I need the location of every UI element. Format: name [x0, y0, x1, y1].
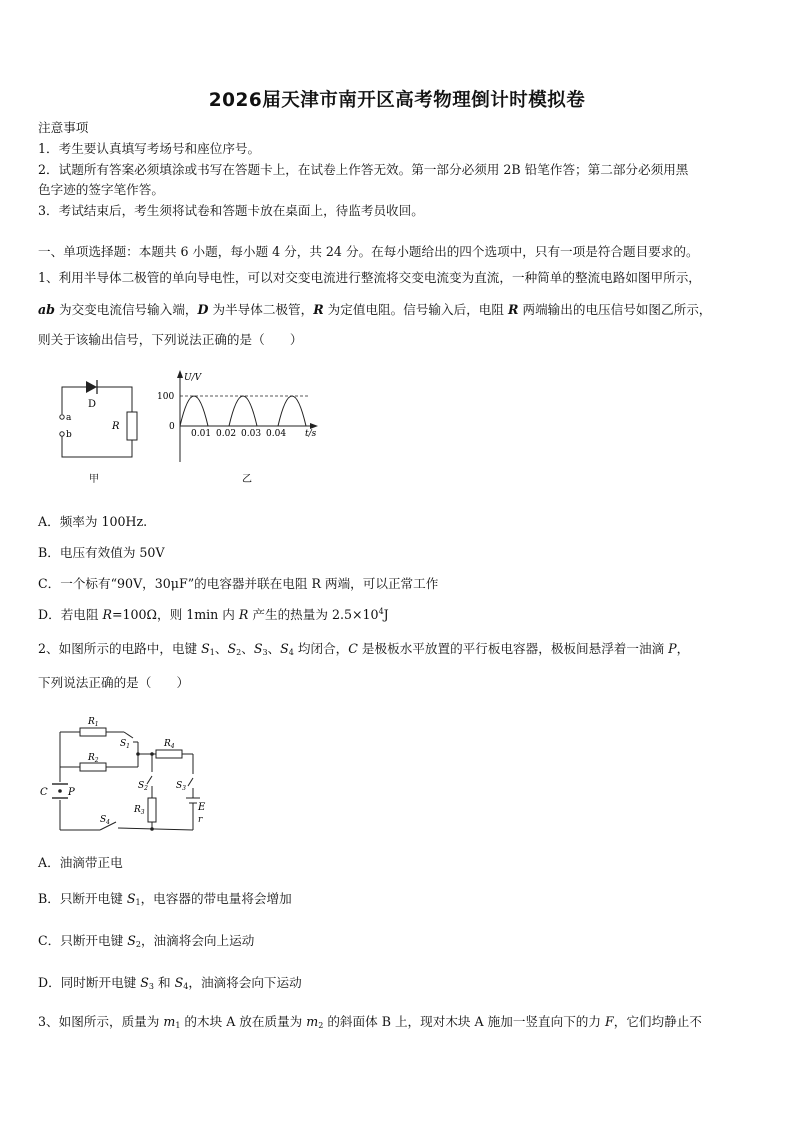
resistor-label: R [112, 421, 120, 432]
q1-option-d: D．若电阻 R=100Ω，则 1min 内 R 产生的热量为 $2.5\times 10^4J$ [38, 607, 389, 622]
x-axis-label: t/s [305, 429, 317, 439]
page-title: 2026届天津市南开区高考物理倒计时模拟卷 [208, 90, 586, 111]
q1-figure-yi [148, 366, 328, 486]
label-r1: $R_1$ [88, 717, 99, 728]
notice-item-1: 1．考生要认真填写考场号和座位序号。 [38, 141, 261, 156]
notice-item-2: 2．试题所有答案必须填涂或书写在答题卡上，在试卷上作答无效。第一部分必须用 2B 铅笔作答；第二部分必须用黑 [38, 162, 689, 177]
q1-stem-line1: 1、利用半导体二极管的单向导电性，可以对交变电流进行整流将交变电流变为直流，一种简单的整流电路如图甲所示， [38, 270, 701, 285]
label-r: r [198, 815, 203, 825]
q2-option-d: D．同时断开电键 $S_3$ 和 $S_4$，油滴将会向下运动 [38, 975, 302, 991]
y-tick-0: 0 [169, 422, 175, 432]
label-c: C [40, 787, 48, 798]
notice-heading: 注意事项 [38, 120, 89, 135]
q1-stem-line2: ab 为交变电流信号输入端，D 为半导体二极管，R 为定值电阻。信号输入后，电阻 R 两端输出的电压信号如图乙所示， [38, 302, 712, 317]
label-e: E [198, 802, 206, 813]
q3-stem-line1: 3、如图所示，质量为 $m_1$ 的木块 A 放在质量为 $m_2$ 的斜面体 B 上，现对木块 A 施加一竖直向下的力 F，它们均静止不 [38, 1014, 702, 1030]
x-tick-1: 0.01 [191, 429, 212, 439]
q1-stem-line3: 则关于该输出信号，下列说法正确的是（ ） [38, 332, 303, 347]
label-s3: $S_3$ [176, 781, 186, 792]
x-tick-4: 0.04 [266, 429, 287, 439]
q2-circuit-figure [38, 712, 218, 837]
x-tick-2: 0.02 [216, 429, 237, 439]
figure-caption-yi: 乙 [242, 474, 252, 485]
y-tick-100: 100 [157, 392, 175, 402]
terminal-b-label: b [66, 430, 72, 440]
q2-stem-line1: 2、如图所示的电路中，电键 $S_1$、$S_2$、$S_3$、$S_4$ 均闭合，C 是极板水平放置的平行板电容器，极板间悬浮着一油滴 P， [38, 641, 690, 657]
label-r4: $R_4$ [164, 739, 175, 750]
label-r2: $R_2$ [88, 753, 99, 764]
q2-option-b: B．只断开电键 $S_1$，电容器的带电量将会增加 [38, 891, 292, 907]
label-s1: $S_1$ [120, 739, 130, 750]
notice-item-2-cont: 色字迹的签字笔作答。 [38, 182, 164, 197]
q1-option-c: C．一个标有“90V，30μF”的电容器并联在电阻 R 两端，可以正常工作 [38, 576, 439, 591]
q2-option-a: A．油滴带正电 [38, 855, 123, 870]
q1-option-b: B．电压有效值为 50V [38, 545, 165, 560]
section-heading: 一、单项选择题：本题共 6 小题，每小题 4 分，共 24 分。在每小题给出的四个选项中，只有一项是符合题目要求的。 [38, 244, 699, 259]
x-tick-3: 0.03 [241, 429, 262, 439]
q2-stem-line2: 下列说法正确的是（ ） [38, 675, 190, 690]
label-p: P [68, 787, 75, 798]
q2-option-c: C．只断开电键 $S_2$，油滴将会向上运动 [38, 933, 255, 949]
notice-item-3: 3．考试结束后，考生须将试卷和答题卡放在桌面上，待监考员收回。 [38, 203, 424, 218]
label-s4: $S_4$ [100, 815, 110, 826]
y-axis-label: U/V [184, 373, 202, 383]
label-s2: $S_2$ [138, 781, 148, 792]
q1-option-a: A．频率为 100Hz. [38, 514, 148, 529]
label-r3: $R_3$ [134, 805, 145, 816]
diode-label: D [88, 399, 97, 410]
terminal-a-label: a [66, 413, 72, 423]
q1-figure-jia [52, 372, 142, 484]
figure-caption-jia: 甲 [89, 474, 99, 484]
